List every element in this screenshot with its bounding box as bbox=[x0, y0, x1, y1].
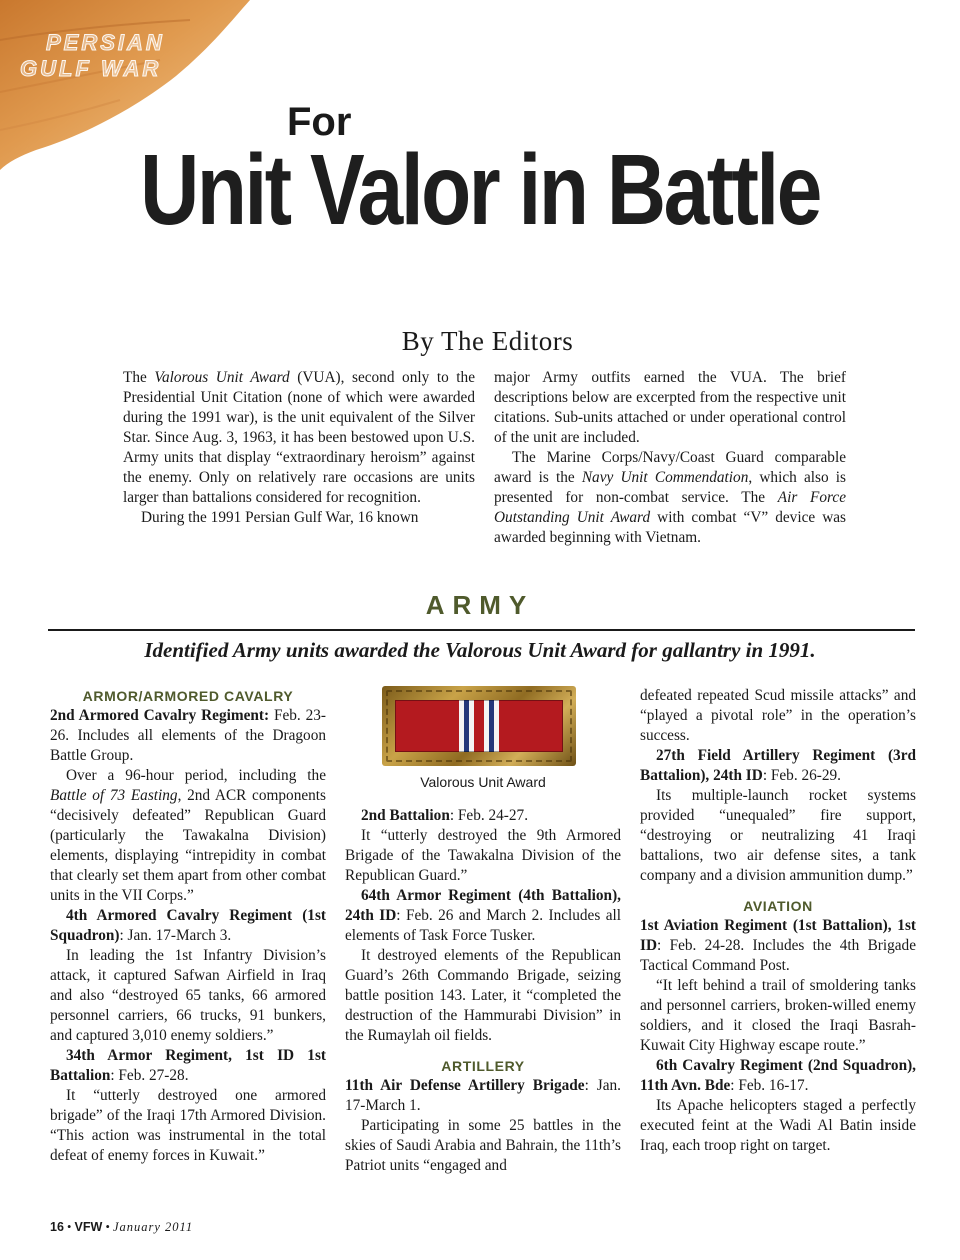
article-paragraph bbox=[640, 1096, 916, 1156]
page-footer bbox=[50, 1220, 193, 1235]
article-paragraph bbox=[345, 806, 621, 826]
article-paragraph bbox=[50, 906, 326, 946]
unit-name: 64th Armor Regiment (4th Battalion), 24th ID bbox=[345, 887, 621, 924]
intro-paragraph bbox=[494, 448, 846, 548]
ribbon-stripes bbox=[395, 700, 563, 752]
intro-paragraph bbox=[123, 368, 475, 508]
text-run: Its multiple-launch rocket systems provided “unequaled” fire support, “destroying or neutralizing 41 Iraqi battalions, two air defense sites, a tank company and a division ammunition dump.” bbox=[640, 787, 916, 884]
page-number: 16 bbox=[50, 1220, 64, 1234]
section-title: ARMY bbox=[425, 590, 535, 620]
article-paragraph bbox=[345, 946, 621, 1046]
unit-name: 2nd Armored Cavalry Regiment: bbox=[50, 707, 270, 724]
text-run: Over a 96-hour period, including the bbox=[66, 767, 326, 784]
article-paragraph bbox=[640, 916, 916, 976]
text-run: The bbox=[123, 369, 155, 386]
article-paragraph bbox=[345, 1116, 621, 1176]
text-run: , 2nd ACR components “decisively defeated” Republican Guard (particularly the Tawakalna Division) elements, displaying “intrepidity in combat that clearly set them apart from other combat units in the VII Corps.” bbox=[50, 787, 326, 904]
article-paragraph bbox=[345, 1076, 621, 1116]
title-kicker: For bbox=[287, 100, 352, 144]
unit-name: 6th Cavalry Regiment (2nd Squadron), 11th Avn. Bde bbox=[640, 1057, 916, 1094]
article-column-2 bbox=[345, 806, 621, 1176]
footer-separator: • bbox=[67, 1220, 72, 1234]
article-paragraph bbox=[50, 946, 326, 1046]
text-run: with combat “V” device was awarded beginning with Vietnam. bbox=[494, 509, 847, 546]
intro-paragraph bbox=[123, 508, 475, 528]
text-run: During the 1991 Persian Gulf War, 16 known bbox=[141, 509, 419, 526]
section-tag-line2: GULF WAR bbox=[20, 56, 162, 81]
unit-name: 4th Armored Cavalry Regiment (1st Squadron) bbox=[50, 907, 326, 944]
intro-paragraph bbox=[494, 368, 846, 448]
byline: By The Editors bbox=[401, 326, 574, 356]
article-paragraph bbox=[640, 746, 916, 786]
unit-name: 2nd Battalion bbox=[361, 807, 450, 824]
article-paragraph bbox=[640, 686, 916, 746]
text-run: : Jan. 17-March 1. bbox=[345, 1077, 622, 1114]
article-paragraph bbox=[50, 706, 326, 766]
article-paragraph bbox=[640, 1056, 916, 1096]
italic-text: Navy Unit Commendation bbox=[581, 469, 749, 486]
article-paragraph bbox=[50, 1046, 326, 1086]
text-run: “It left behind a trail of smoldering tanks and personnel carriers, broken-willed enemy soldiers, and it closed the Iraqi Basrah-Kuwait City Highway escape route.” bbox=[640, 977, 916, 1054]
valorous-unit-award-ribbon bbox=[382, 686, 576, 766]
text-run: : Feb. 26-29. bbox=[762, 767, 841, 784]
unit-name: 1st Aviation Regiment (1st Battalion), 1st ID bbox=[640, 917, 916, 954]
section-subtitle: Identified Army units awarded the Valorous Unit Award for gallantry in 1991. bbox=[144, 638, 816, 662]
article-paragraph bbox=[345, 886, 621, 946]
article-column-1 bbox=[50, 686, 326, 1166]
text-run: It “utterly destroyed the 9th Armored Brigade of the Tawakalna Division of the Republican Guard.” bbox=[345, 827, 621, 884]
ribbon-caption: Valorous Unit Award bbox=[420, 774, 546, 790]
magazine-name: VFW bbox=[74, 1220, 103, 1234]
issue-date: January 2011 bbox=[112, 1220, 194, 1234]
section-tag-line1: PERSIAN bbox=[46, 30, 165, 55]
page-title: Unit Valor in Battle bbox=[140, 134, 820, 246]
text-run: : Feb. 24-27. bbox=[449, 807, 529, 824]
text-run: major Army outfits earned the VUA. The brief descriptions below are excerpted from the respective unit citations. Sub-units attached or under operational control of the unit are included. bbox=[494, 369, 846, 446]
text-run: : Feb. 26 and March 2. Includes all elements of Task Force Tusker. bbox=[345, 907, 621, 944]
unit-name: 34th Armor Regiment, 1st ID 1st Battalion bbox=[50, 1047, 326, 1084]
intro-column-right bbox=[494, 368, 846, 548]
text-run: It destroyed elements of the Republican Guard’s 26th Commando Brigade, seizing battle position 143. Later, it “completed the destruction of the Hammurabi Division” in the Rumaylah oil fields. bbox=[345, 947, 621, 1044]
unit-name: 11th Air Defense Artillery Brigade bbox=[345, 1077, 585, 1094]
category-heading: ARMOR/ARMORED CAVALRY bbox=[82, 688, 294, 704]
text-run: : Feb. 27-28. bbox=[110, 1067, 189, 1084]
article-paragraph bbox=[345, 826, 621, 886]
text-run: (VUA), second only to the Presidential Unit Citation (none of which were awarded during the 1991 war), is the unit equivalent of the Silver Star. Since Aug. 3, 1963, it has been bestowed upon U.S. Army units that display “extraordinary heroism” against the enemy. Only on relatively rare occasions are units larger than battalions considered for recognition. bbox=[123, 369, 475, 506]
text-run: : Feb. 24-28. Includes the 4th Brigade Tactical Command Post. bbox=[640, 937, 916, 974]
text-run: The Marine Corps/Navy/Coast Guard comparable award is the bbox=[494, 449, 846, 486]
article-column-3 bbox=[640, 686, 916, 1156]
text-run: Feb. 23-26. Includes all elements of the Dragoon Battle Group. bbox=[50, 707, 326, 764]
intro-column-left bbox=[123, 368, 475, 528]
italic-text: Air Force Outstanding Unit Award bbox=[494, 489, 847, 526]
text-run: defeated repeated Scud missile attacks” and “played a pivotal role” in the operation’s success. bbox=[640, 687, 916, 744]
text-run: It “utterly destroyed one armored brigade” of the Iraqi 17th Armored Division. “This action was instrumental in the total defeat of enemy forces in Kuwait.” bbox=[50, 1087, 326, 1164]
article-paragraph bbox=[640, 786, 916, 886]
section-rule bbox=[48, 629, 915, 631]
text-run: , which also is presented for non-combat service. The bbox=[494, 469, 846, 506]
text-run: In leading the 1st Infantry Division’s attack, it captured Safwan Airfield in Iraq and also “destroyed 65 tanks, 66 armored personnel carriers, 66 trucks, 91 bunkers, and captured 3,010 enemy soldiers.” bbox=[50, 947, 326, 1044]
text-run: : Jan. 17-March 3. bbox=[119, 927, 232, 944]
text-run: Participating in some 25 battles in the skies of Saudi Arabia and Bahrain, the 11th’s Patriot units “engaged and bbox=[345, 1117, 621, 1174]
italic-text: Valorous Unit Award bbox=[154, 369, 290, 386]
article-paragraph bbox=[50, 1086, 326, 1166]
article-paragraph bbox=[50, 766, 326, 906]
category-heading: ARTILLERY bbox=[441, 1058, 525, 1074]
unit-name: 27th Field Artillery Regiment (3rd Battalion), 24th ID bbox=[640, 747, 916, 784]
category-heading: AVIATION bbox=[743, 898, 813, 914]
footer-separator: • bbox=[105, 1220, 110, 1234]
text-run: : Feb. 16-17. bbox=[730, 1077, 809, 1094]
italic-text: Battle of 73 Easting bbox=[50, 787, 178, 804]
article-paragraph bbox=[640, 976, 916, 1056]
text-run: Its Apache helicopters staged a perfectly executed feint at the Wadi Al Batin inside Iraq, each troop right on target. bbox=[640, 1097, 916, 1154]
